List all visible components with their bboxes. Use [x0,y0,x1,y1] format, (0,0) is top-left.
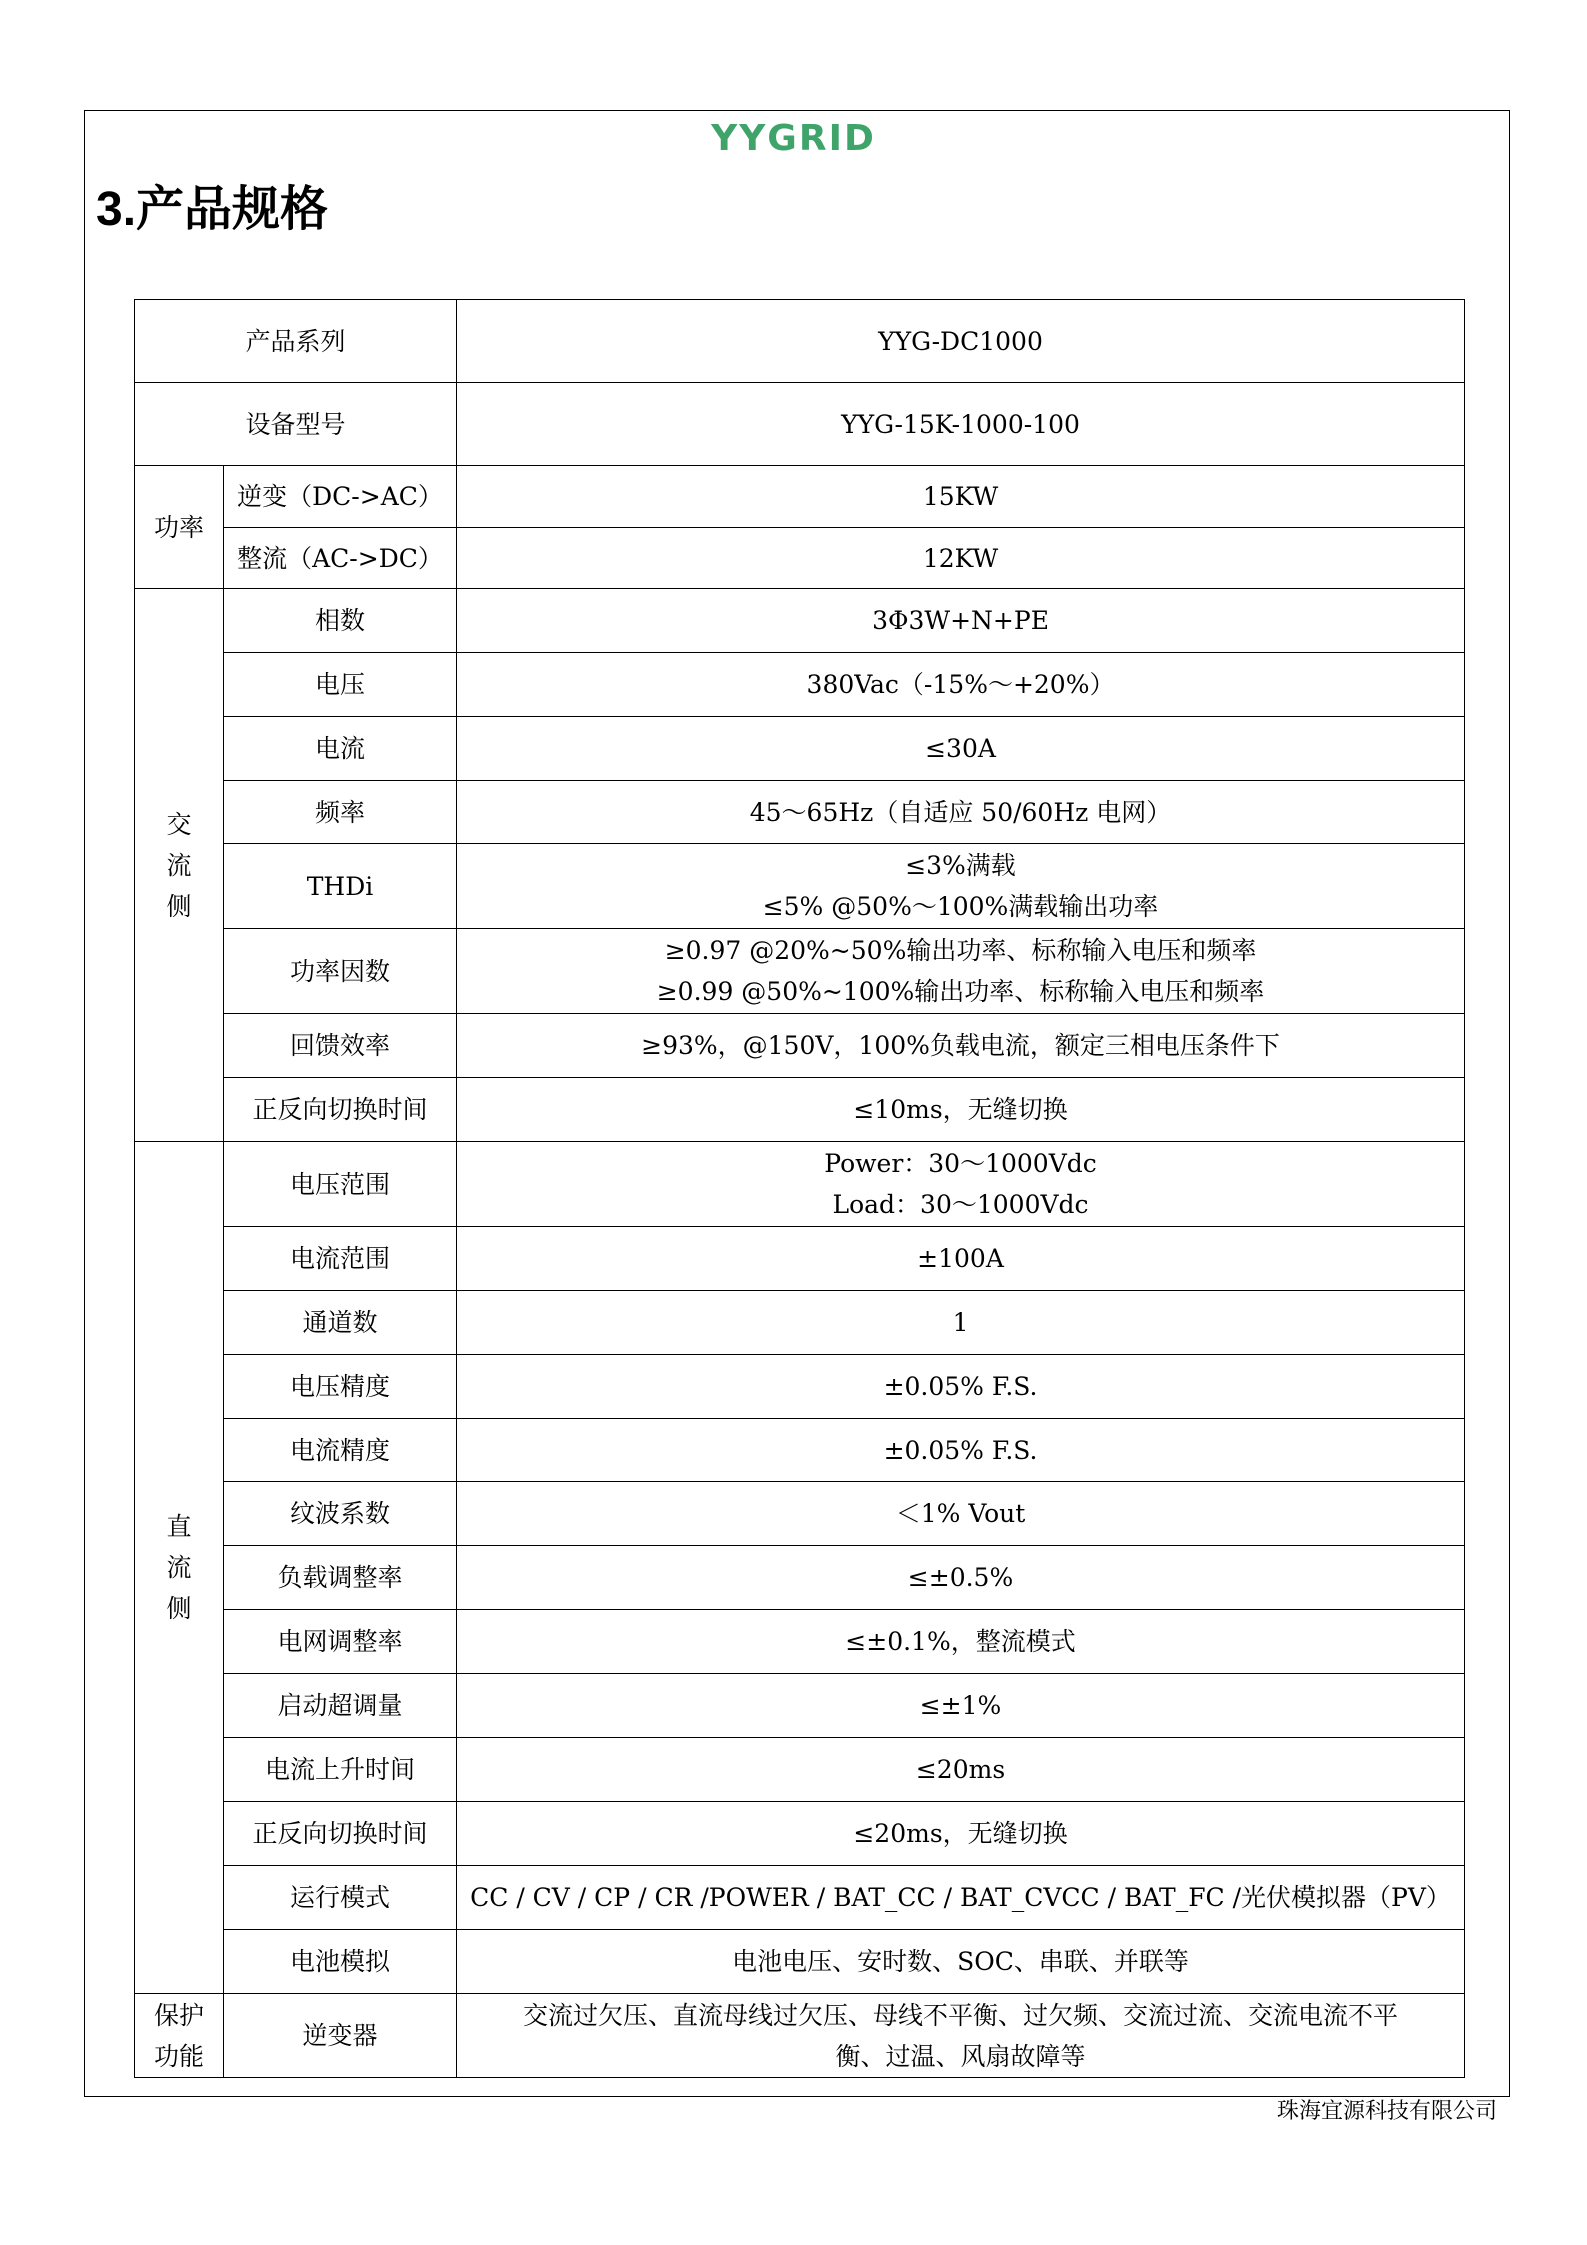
spec-value: 45～65Hz（自适应 50/60Hz 电网） [457,781,1465,844]
table-row [135,1994,1465,2078]
table-row [135,717,1465,781]
table-row [135,1546,1465,1610]
company-footer: 珠海宜源科技有限公司 [1276,2099,1497,2124]
spec-value: 交流过欠压、直流母线过欠压、母线不平衡、过欠频、交流过流、交流电流不平 衡、过温、风扇故障等 [457,1994,1465,2078]
table-row [135,1291,1465,1355]
spec-value: 3Φ3W+N+PE [457,589,1465,653]
table-row [135,1355,1465,1419]
spec-value: 12KW [457,528,1465,589]
spec-label: 整流（AC->DC） [224,528,457,589]
table-row [135,1419,1465,1482]
spec-value: 电池电压、安时数、SOC、串联、并联等 [457,1930,1465,1994]
table-row [135,1930,1465,1994]
table-row [135,1610,1465,1674]
spec-label: 电压精度 [224,1355,457,1419]
spec-label: 逆变器 [224,1994,457,2078]
spec-value: ＜1% Vout [457,1482,1465,1546]
spec-label: 纹波系数 [224,1482,457,1546]
spec-value: ≤±0.5% [457,1546,1465,1610]
spec-label: 正反向切换时间 [224,1078,457,1142]
spec-value: YYG-DC1000 [457,300,1465,383]
table-row [135,300,1465,383]
spec-label: 产品系列 [135,300,457,383]
spec-label: 通道数 [224,1291,457,1355]
spec-label: 正反向切换时间 [224,1802,457,1866]
spec-value: YYG-15K-1000-100 [457,383,1465,466]
spec-label: 运行模式 [224,1866,457,1930]
table-row [135,1738,1465,1802]
table-row [135,1866,1465,1930]
spec-label: 启动超调量 [224,1674,457,1738]
spec-value: ≤±0.1%，整流模式 [457,1610,1465,1674]
spec-label: 电压范围 [224,1142,457,1227]
table-row [135,1142,1465,1227]
spec-label: 相数 [224,589,457,653]
table-row [135,1674,1465,1738]
spec-label: 设备型号 [135,383,457,466]
spec-label: 电流上升时间 [224,1738,457,1802]
table-row [135,929,1465,1014]
section-number: 3. [96,183,137,236]
spec-label: 频率 [224,781,457,844]
table-row [135,589,1465,653]
spec-label: 回馈效率 [224,1014,457,1078]
table-row [135,528,1465,589]
table-row [135,844,1465,929]
spec-table [134,299,1465,2078]
spec-label: 负载调整率 [224,1546,457,1610]
spec-value: ≥0.97 @20%~50%输出功率、标称输入电压和频率 ≥0.99 @50%~100%输出功率、标称输入电压和频率 [457,929,1465,1014]
spec-value: ±0.05% F.S. [457,1355,1465,1419]
spec-label: 电流 [224,717,457,781]
group-label-protection: 保护 功能 [135,1994,224,2078]
spec-label: 电压 [224,653,457,717]
group-label-dc: 直 流 侧 [135,1142,224,1994]
table-row [135,383,1465,466]
spec-value: Power：30～1000Vdc Load：30～1000Vdc [457,1142,1465,1227]
table-row [135,653,1465,717]
table-row [135,1227,1465,1291]
table-row [135,1482,1465,1546]
table-row [135,466,1465,528]
spec-value: CC / CV / CP / CR /POWER / BAT_CC / BAT_CVCC / BAT_FC /光伏模拟器（PV） [457,1866,1465,1930]
spec-value: ≤20ms，无缝切换 [457,1802,1465,1866]
spec-label: THDi [224,844,457,929]
spec-value: ≤20ms [457,1738,1465,1802]
table-row [135,1078,1465,1142]
table-row [135,1014,1465,1078]
spec-label: 电流精度 [224,1419,457,1482]
spec-label: 功率因数 [224,929,457,1014]
group-label-power: 功率 [135,466,224,589]
spec-value: ±100A [457,1227,1465,1291]
spec-value: 15KW [457,466,1465,528]
spec-label: 电网调整率 [224,1610,457,1674]
brand-logo: YYGRID [711,118,876,159]
spec-value: ≥93%，@150V，100%负载电流，额定三相电压条件下 [457,1014,1465,1078]
spec-value: 1 [457,1291,1465,1355]
spec-value: 380Vac（-15%～+20%） [457,653,1465,717]
spec-value: ≤30A [457,717,1465,781]
spec-label: 电流范围 [224,1227,457,1291]
table-row [135,1802,1465,1866]
section-title: 产品规格 [136,181,329,237]
table-row [135,781,1465,844]
spec-value: ≤±1% [457,1674,1465,1738]
spec-label: 电池模拟 [224,1930,457,1994]
spec-value: ≤10ms，无缝切换 [457,1078,1465,1142]
section-heading [96,170,328,239]
spec-value: ≤3%满载 ≤5% @50%～100%满载输出功率 [457,844,1465,929]
spec-label: 逆变（DC->AC） [224,466,457,528]
spec-value: ±0.05% F.S. [457,1419,1465,1482]
group-label-ac: 交 流 侧 [135,589,224,1142]
